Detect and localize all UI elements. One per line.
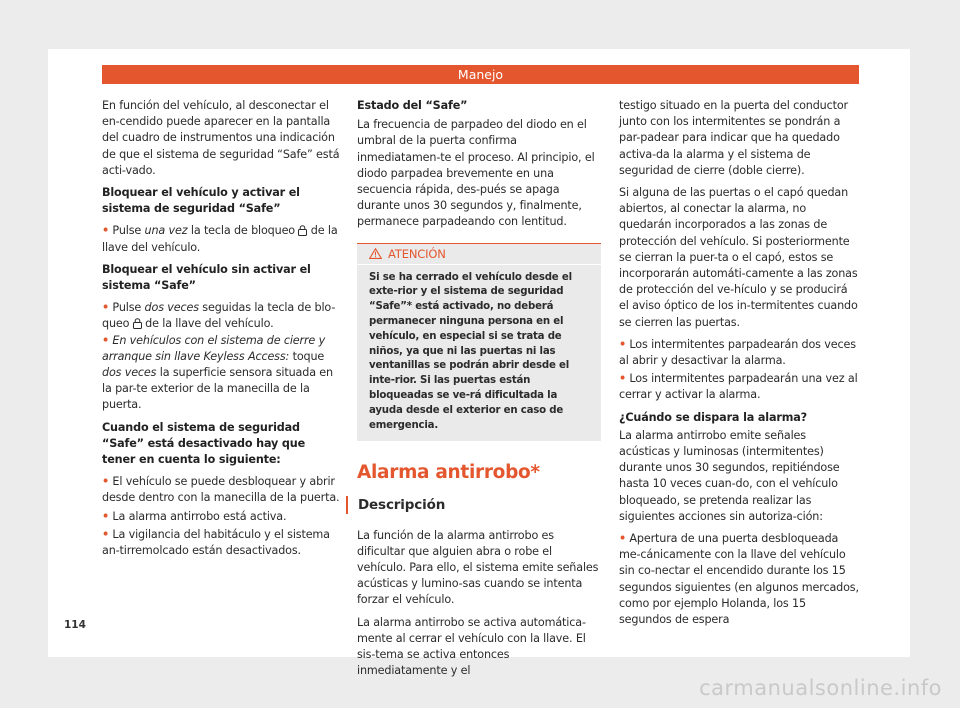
bullet-blink-twice: • Los intermitentes parpadearán dos veces al abrir y desactivar la alarma.: [619, 337, 856, 368]
warning-header: ATENCIÓN: [357, 244, 601, 265]
doors-open-paragraph: Si alguna de las puertas o el capó quedan abiertos, al conectar la alarma, no quedarán incorporados a las zonas de protección del vehículo. Si posteriormente se cierran la puer-ta o el capó, estos se incorporarán automáti-camente a las zonas de protección del ve-hículo y se producirá el aviso óptico de los in-termitentes cuando se cierren las puertas.: [619, 186, 858, 329]
warning-text: Si se ha cerrado el vehículo desde el exte-rior y el sistema de seguridad “Safe”* está activado, no deberá permanecer ninguna persona en el vehículo, en especial si se trata de niños, ya que ni las puertas ni las ventanillas se podrán abrir desde el inte-rior. Si las puertas están bloqueadas se ve-rá dificultada la ayuda desde el exterior en caso de emergencia.: [369, 271, 572, 431]
bullet-icon: •: [619, 337, 627, 351]
intro-paragraph: En función del vehículo, al desconectar el en-cendido puede aparecer en la pantalla del cuadro de instrumentos una indicación de que el sistema de seguridad “Safe” está acti-vado.: [102, 99, 340, 177]
bullet-icon: •: [102, 301, 110, 315]
bullet-icon: •: [619, 532, 627, 546]
subsection-title: Descripción: [346, 496, 601, 514]
bullet-lock-once: • Pulse una vez la tecla de bloqueo de la llave del vehículo.: [102, 224, 338, 254]
bullet-surveillance-off: • La vigilancia del habitáculo y el sistema an-tirremolcado están desactivados.: [102, 527, 330, 558]
column-3: [619, 98, 860, 634]
bullet-door-opening: • Apertura de una puerta desbloqueada me-cánicamente con la llave del vehículo sin co-nectar el encendido durante los 15 segundos siguientes (en algunos mercados, como por ejemplo Holanda, los 15 segundos de espera: [619, 532, 859, 627]
bullet-keyless: • En vehículos con el sistema de cierre y arranque sin llave Keyless Access: toque dos veces la superficie sensora situada en la par-te exterior de la manecilla de la puerta.: [102, 333, 333, 412]
alarm-description-paragraph: La función de la alarma antirrobo es dificultar que alguien abra o robe el vehículo. Para ello, el sistema emite señales acústicas y lumino-sas cuando se intenta forzar el vehículo.: [357, 528, 599, 607]
safe-state-paragraph: La frecuencia de parpadeo del diodo en el umbral de la puerta confirma inmediatamen-te el proceso. Al principio, el diodo parpadea brevemente en una secuencia rápida, des-pués se apaga durante unos 30 segundos y, finalmente, permanece parpadeando con lentitud.: [357, 118, 595, 229]
bullet-icon: •: [102, 224, 110, 238]
chapter-header: Manejo: [102, 65, 859, 84]
column-1: [102, 98, 342, 565]
heading-lock-no-safe: Bloquear el vehículo sin activar el sistema “Safe”: [102, 262, 311, 293]
alarm-trigger-paragraph: La alarma antirrobo emite señales acústicas y luminosas (intermitentes) durante unos 30 segundos, repitiéndose hasta 10 veces cuan-do, con el vehículo bloqueado, se pretenda realizar las siguientes acciones sin autoriza-ción:: [619, 428, 840, 523]
heading-safe-state: Estado del “Safe”: [357, 99, 468, 112]
column-2: [357, 98, 601, 685]
alarm-activation-paragraph: La alarma antirrobo se activa automática-mente al cerrar el vehículo con la llave. El sis-tema se activa entonces inmediatamente y el: [357, 615, 586, 678]
bullet-alarm-active: • La alarma antirrobo está activa.: [102, 509, 287, 523]
warning-box: [357, 243, 601, 442]
indicator-paragraph: testigo situado en la puerta del conductor junto con los intermitentes se pondrán a par-padear para indicar que ha quedado activa-da la alarma y el sistema de seguridad de cierre (doble cierre).: [619, 99, 848, 177]
heading-alarm-trigger: ¿Cuándo se dispara la alarma?: [619, 410, 808, 424]
bullet-lock-twice: • Pulse dos veces seguidas la tecla de blo-queo de la llave del vehículo.: [102, 301, 336, 331]
section-title: Alarma antirrobo*: [357, 462, 540, 484]
page-number: 114: [64, 619, 86, 631]
bullet-icon: •: [102, 475, 110, 489]
bullet-icon: •: [102, 333, 110, 347]
bullet-icon: •: [102, 509, 110, 523]
watermark: carmanualsonline.info: [699, 676, 942, 700]
warning-icon: [369, 248, 382, 259]
bullet-blink-once: • Los intermitentes parpadearán una vez al cerrar y activar la alarma.: [619, 372, 858, 402]
lock-key-icon: [133, 318, 142, 329]
heading-lock-activate: Bloquear el vehículo y activar el sistema de seguridad “Safe”: [102, 186, 300, 216]
heading-safe-disabled: Cuando el sistema de seguridad “Safe” está desactivado hay que tener en cuenta lo siguiente:: [102, 420, 306, 467]
bullet-icon: •: [619, 372, 627, 386]
bullet-unlock-inside: • El vehículo se puede desbloquear y abrir desde dentro con la manecilla de la puerta.: [102, 475, 340, 505]
bullet-icon: •: [102, 527, 110, 541]
